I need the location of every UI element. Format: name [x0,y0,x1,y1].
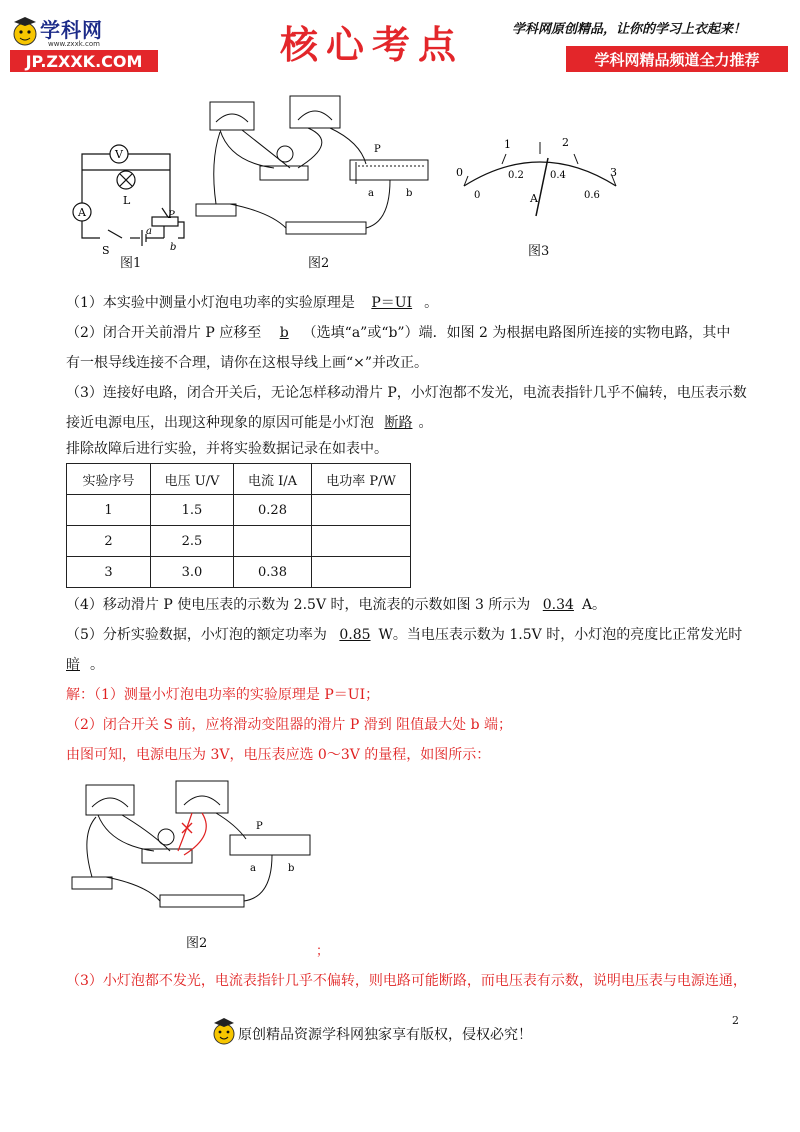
fig2-label-a: a [368,188,374,199]
data-table [66,463,411,588]
table-cell: 1 [67,495,151,526]
table-header-cell: 电压 U/V [151,464,234,495]
logo-url: www.zxxk.com [48,40,100,48]
question-5-line2 [66,654,104,674]
table-cell: 0.28 [234,495,312,526]
q2-text-post: （选填“a”或“b”）端．如图 2 为根据电路图所连接的实物电路，其中 [302,325,731,341]
solution-3: 由图可知，电源电压为 3V，电压表应选 0～3V 的量程，如图所示： [66,747,491,763]
mascot-icon [212,1016,236,1046]
q4-text: （4）移动滑片 P 使电压表的示数为 2.5V 时，电流表的示数如图 3 所示为 [66,597,531,613]
q1-answer: P＝UI [371,295,413,311]
physical-circuit-figure [190,92,440,242]
fig1-label: 图1 [120,256,142,271]
fig2b-label-a: a [250,863,256,874]
solution-2: （2）闭合开关 S 前，应将滑动变阻器的滑片 P 滑到 阻值最大处 b 端； [66,717,513,733]
page-number: 2 [732,1014,739,1027]
ammeter-dial-figure [450,130,630,220]
fig2b-label-p: P [256,821,263,832]
table-intro: 排除故障后进行实验，并将实验数据记录在如表中。 [66,441,388,457]
question-3-line2 [66,412,432,432]
solution-4: （3）小灯泡都不发光，电流表指针几乎不偏转，则电路可能断路，而电压表有示数，说明电压表与电源连通， [66,973,747,989]
table-header-cell: 实验序号 [67,464,151,495]
footer-text: 原创精品资源学科网独家享有版权，侵权必究！ [238,1027,532,1043]
label-s: S [102,244,110,257]
header-title: 核心考点 [280,22,465,67]
fig3-label: 图3 [528,244,550,259]
label-b-end: b [170,242,177,253]
table-cell: 2.5 [151,526,234,557]
q4-answer: 0.34 [542,597,574,613]
label-v: V [115,148,123,161]
q3-text: 接近电源电压，出现这种现象的原因可能是小灯泡 [66,415,374,431]
table-cell: 0.38 [234,557,312,588]
table-cell [234,526,312,557]
solution-1: 解：（1）测量小灯泡电功率的实验原理是 P＝UI； [66,687,380,703]
stray-semicolon: ； [316,944,330,959]
table-cell: 3.0 [151,557,234,588]
q1-end: 。 [424,295,439,311]
table-header-row [67,464,411,495]
table-row [67,526,411,557]
scale-bottom-2: 0.4 [550,170,566,181]
question-1 [66,292,438,312]
q5-answer2: 暗 [66,657,80,673]
table-header-cell: 电流 I/A [234,464,312,495]
circuit-schematic-figure [60,138,190,268]
q5-end: 。 [90,657,104,673]
table-row [67,495,411,526]
q5-text-post: W。当电压表示数为 1.5V 时，小灯泡的亮度比正常发光时 [378,627,743,643]
scale-bottom-1: 0.2 [508,170,524,181]
label-l: L [123,194,131,207]
header-banner[interactable]: 学科网精品频道全力推荐 [566,46,788,72]
page-header [0,0,800,80]
corrected-circuit-figure [66,775,326,925]
fig2-label: 图2 [308,256,330,271]
header-slogan: 学科网原创精品，让你的学习上衣起来！ [512,22,747,37]
scale-top-3: 3 [610,166,617,179]
q3-end: 。 [418,415,433,431]
scale-top-0: 0 [456,166,463,179]
dial-unit-a: A [530,192,538,205]
fig2b-label: 图2 [186,936,208,951]
table-cell [312,495,411,526]
q2-text: （2）闭合开关前滑片 P 应移至 [66,325,262,341]
table-header-cell: 电功率 P/W [312,464,411,495]
q5-text: （5）分析实验数据，小灯泡的额定功率为 [66,627,327,643]
table-cell: 2 [67,526,151,557]
label-a: A [78,206,86,219]
q5-answer: 0.85 [339,627,371,643]
table-cell [312,526,411,557]
fig2-label-p: P [374,144,381,155]
q4-end: A。 [581,597,607,613]
page-footer [212,1014,612,1048]
question-2 [66,322,730,342]
label-p: P [168,210,175,221]
fig2-label-b: b [406,188,413,199]
scale-bottom-3: 0.6 [584,190,600,201]
fig2b-label-b: b [288,863,295,874]
table-cell: 1.5 [151,495,234,526]
q2-answer: b [279,325,289,341]
q3-answer: 断路 [384,415,413,431]
logo-name: 学科网 [40,18,103,42]
scale-bottom-0: 0 [474,190,481,201]
label-a-end: a [146,226,152,237]
scale-top-1: 1 [504,138,511,151]
table-row [67,557,411,588]
question-2-line2: 有一根导线连接不合理，请你在这根导线上画“×”并改正。 [66,355,429,371]
table-cell [312,557,411,588]
scale-top-2: 2 [562,136,569,149]
q1-text: （1）本实验中测量小灯泡电功率的实验原理是 [66,295,355,311]
table-cell: 3 [67,557,151,588]
question-3-line1: （3）连接好电路，闭合开关后，无论怎样移动滑片 P，小灯泡都不发光，电流表指针几乎不偏转，电压表示数 [66,385,747,401]
question-4 [66,594,606,614]
logo-domain: JP.ZXXK.COM [10,50,158,72]
site-logo[interactable] [10,10,160,72]
mascot-icon [12,14,38,48]
question-5 [66,624,742,644]
